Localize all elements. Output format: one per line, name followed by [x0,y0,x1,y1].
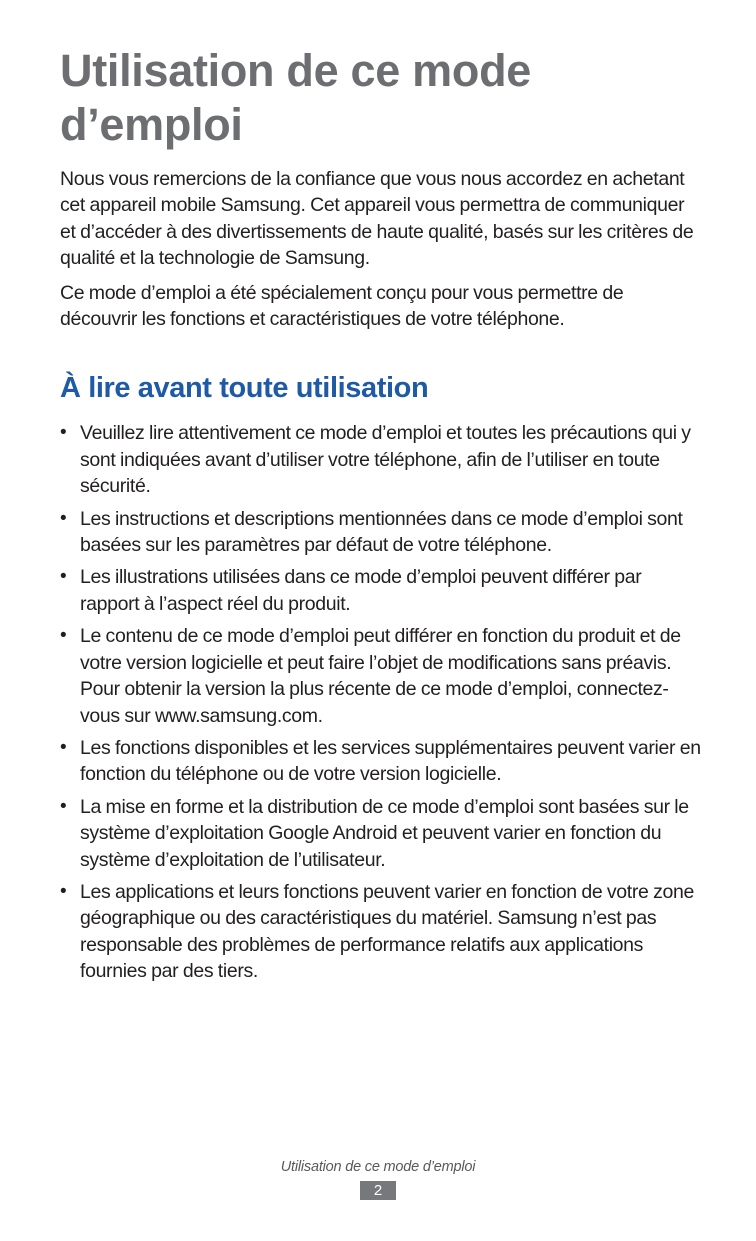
intro-paragraph: Ce mode d’emploi a été spécialement conçu pour vous permettre de découvrir les fonctions et caractéristiques de votre téléphone. [60,281,624,331]
bullet-text: Les instructions et descriptions mentionnées dans ce mode d’emploi sont basées sur les paramètres par défaut de votre téléphone. [80,507,683,557]
page-title-line-2: d’emploi [60,99,243,150]
bullet-icon: • [60,880,67,902]
page-footer [0,1158,756,1200]
bullet-icon: • [60,422,67,444]
bullet-icon: • [60,507,67,529]
bullet-icon: • [60,795,67,817]
intro-paragraph: Nous vous remercions de la confiance que vous nous accordez en achetant cet appareil mobile Samsung. Cet appareil vous permettra de communiquer et d’accéder à des divertissements de haute qualité, basés sur les critères de qualité et la technologie de Samsung. [60,168,694,270]
bullet-icon: • [60,625,67,647]
bullet-item [60,564,702,617]
bullet-item [60,735,702,788]
bullet-icon: • [60,736,67,758]
bullet-text: Les applications et leurs fonctions peuvent varier en fonction de votre zone géographique ou des caractéristiques du matériel. Samsung n’est pas responsable des problèmes de performance relatifs aux applications fournies par des tiers. [80,880,694,983]
bullet-item [60,794,702,873]
bullet-item [60,623,702,729]
intro-section [60,166,702,332]
bullet-item [60,506,702,559]
page-content [60,44,702,991]
bullet-text: Les illustrations utilisées dans ce mode d’emploi peuvent différer par rapport à l’aspect réel du produit. [80,566,642,615]
page-title [60,44,702,152]
section-title: À lire avant toute utilisation [60,372,429,405]
bullet-text: Le contenu de ce mode d’emploi peut différer en fonction du produit et de votre version logicielle et peut faire l’objet de modifications sans préavis. Pour obtenir la version la plus récente de ce mode d’emploi, connectez-vous sur www.samsung.com. [80,625,681,727]
bullet-text: Veuillez lire attentivement ce mode d’emploi et toutes les précautions qui y sont indiquées avant d’utiliser votre téléphone, afin de l’utiliser en toute sécurité. [80,422,691,498]
page-title-line-1: Utilisation de ce mode [60,45,531,96]
page-number: 2 [360,1181,396,1200]
footer-label: Utilisation de ce mode d’emploi [280,1159,476,1175]
bullet-text: Les fonctions disponibles et les services supplémentaires peuvent varier en fonction du téléphone ou de votre version logicielle. [80,736,701,786]
bullet-item [60,879,702,985]
bullet-icon: • [60,566,67,588]
bullet-item [60,420,702,499]
bullet-text: La mise en forme et la distribution de ce mode d’emploi sont basées sur le système d’exploitation Google Android et peuvent varier en fonction du système d’exploitation de l’utilisateur. [80,795,689,871]
bullet-list [60,420,702,984]
